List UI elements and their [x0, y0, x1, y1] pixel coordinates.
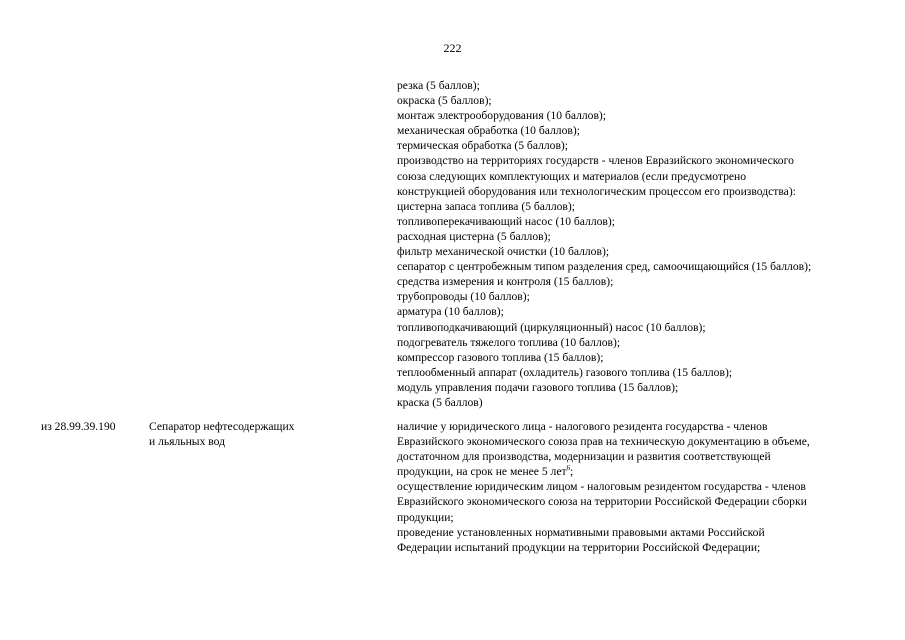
list-item: фильтр механической очистки (10 баллов); [397, 245, 610, 259]
requirement-text: продукции, на срок не менее 5 лет [397, 465, 567, 479]
list-item: топливоперекачивающий насос (10 баллов); [397, 214, 615, 228]
product-code: из 28.99.39.190 [41, 420, 116, 433]
requirement-line: наличие у юридического лица - налогового резидента государства - членов [397, 420, 768, 433]
list-item: расходная цистерна (5 баллов); [397, 229, 551, 243]
footnote-mark: 6 [566, 464, 571, 473]
list-item: арматура (10 баллов); [397, 305, 504, 319]
list-item: цистерна запаса топлива (5 баллов); [397, 199, 575, 213]
product-name-line: и льяльных вод [149, 435, 226, 449]
list-item: средства измерения и контроля (15 баллов); [397, 275, 614, 289]
list-item: производство на территориях государств - членов Евразийского экономического [397, 154, 794, 168]
requirement-line: продукции; [397, 510, 454, 524]
list-item: союза следующих комплектующих и материалов (если предусмотрено [397, 169, 747, 183]
list-item: термическая обработка (5 баллов); [397, 139, 568, 153]
criteria-list [397, 78, 867, 410]
list-item: топливоподкачивающий (циркуляционный) насос (10 баллов); [397, 320, 706, 334]
list-item: подогреватель тяжелого топлива (10 баллов); [397, 335, 621, 349]
requirement-line: Евразийского экономического союза прав на техническую документацию в объеме, [397, 435, 810, 449]
list-item: механическая обработка (10 баллов); [397, 124, 580, 138]
requirements [397, 419, 867, 555]
list-item: сепаратор с центробежным типом разделения сред, самоочищающийся (15 баллов); [397, 260, 812, 274]
requirement-line: Федерации испытаний продукции на территории Российской Федерации; [397, 540, 761, 554]
list-item: модуль управления подачи газового топлива (15 баллов); [397, 380, 679, 394]
list-item: теплообменный аппарат (охладитель) газового топлива (15 баллов); [397, 365, 733, 379]
list-item: окраска (5 баллов); [397, 94, 492, 108]
page-number: 222 [443, 41, 462, 55]
requirement-line: достаточном для производства, модернизации и развития соответствующей [397, 450, 771, 464]
requirement-line: Евразийского экономического союза на территории Российской Федерации сборки [397, 495, 807, 509]
list-item: компрессор газового топлива (15 баллов); [397, 350, 604, 364]
list-item: монтаж электрооборудования (10 баллов); [397, 109, 607, 123]
requirement-line: проведение установленных нормативными правовыми актами Российской [397, 525, 765, 539]
requirement-line-footnoted [397, 464, 867, 479]
requirement-punct: ; [570, 465, 574, 479]
list-item: конструкцией оборудования или технологическим процессом его производства): [397, 184, 796, 198]
list-item: краска (5 баллов) [397, 395, 483, 409]
list-item: трубопроводы (10 баллов); [397, 290, 530, 304]
product-name [149, 419, 329, 449]
list-item: резка (5 баллов); [397, 79, 480, 92]
product-name-line: Сепаратор нефтесодержащих [149, 420, 295, 433]
requirement-line: осуществление юридическим лицом - налоговым резидентом государства - членов [397, 480, 806, 494]
